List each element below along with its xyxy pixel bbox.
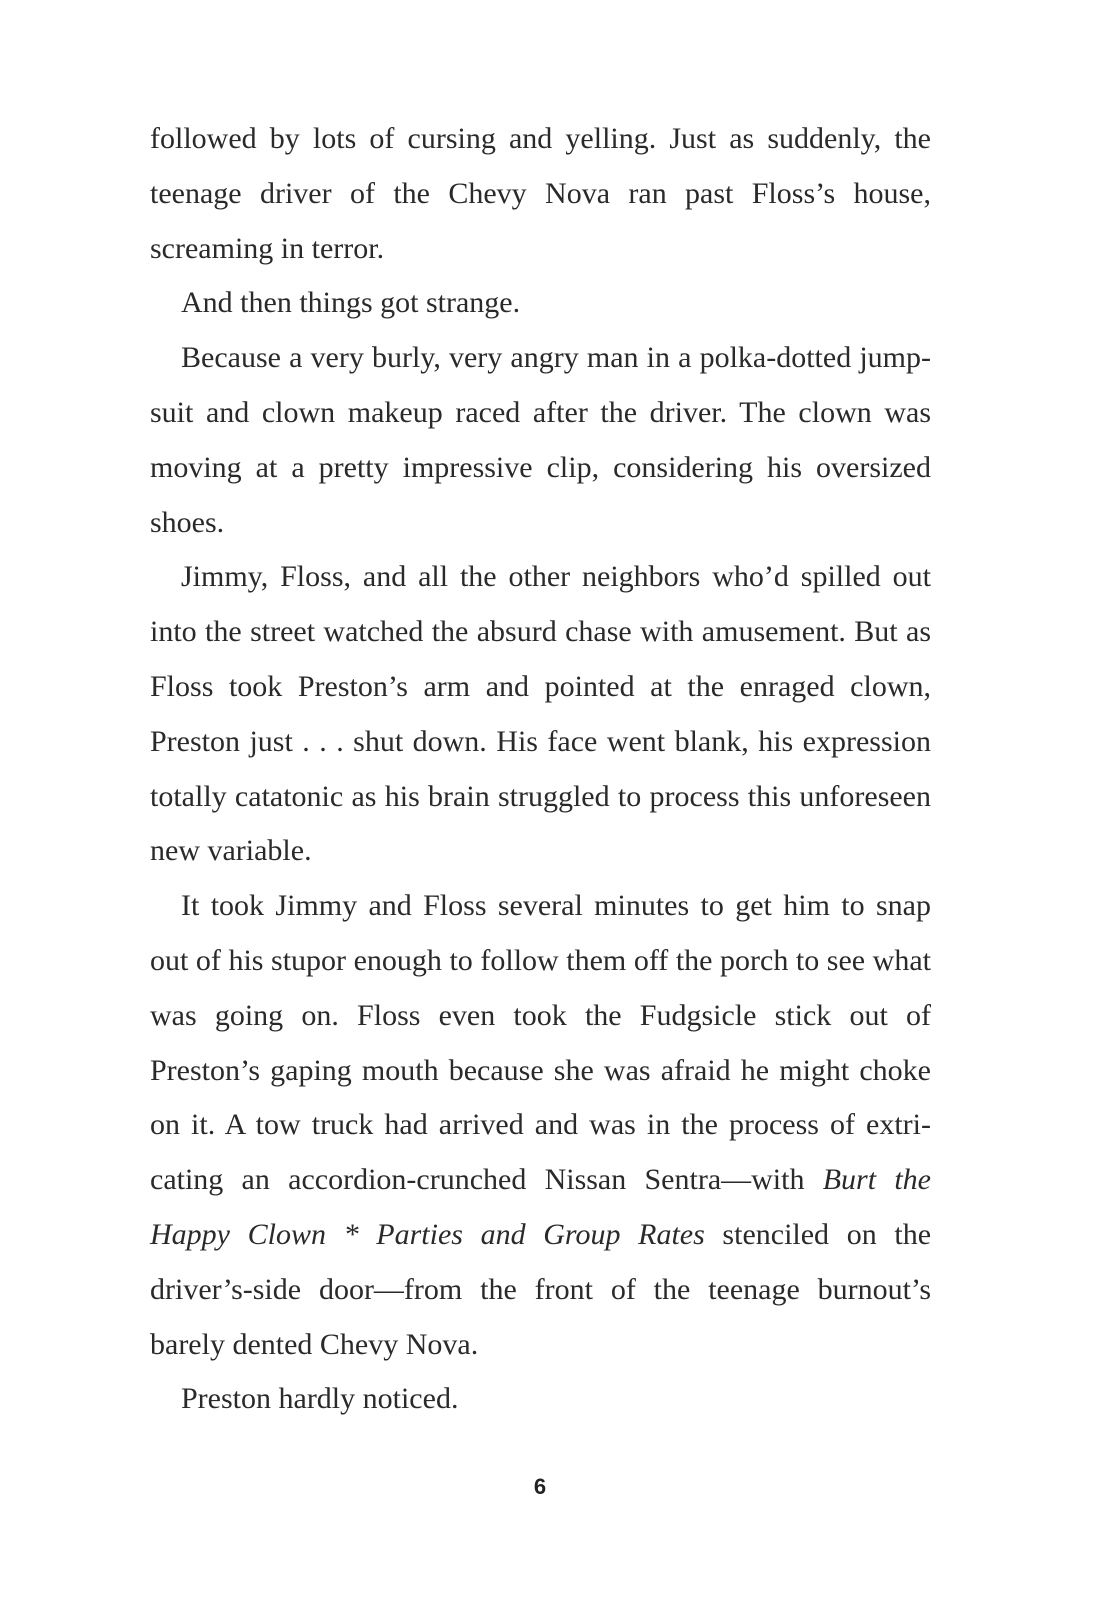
paragraph-5-after: stenciled on the driver’s-side door—from the front of the teenage burnout’s barely dented Chevy Nova. xyxy=(150,1217,932,1361)
page-body xyxy=(150,112,931,1427)
paragraph-5 xyxy=(150,879,931,1372)
clown-business-name: Burt the Happy Clown * Parties and Group Rates xyxy=(150,1163,931,1251)
paragraph-1: followed by lots of cursing and yelling. Just as suddenly, the teenage driver of the Chevy Nova ran past Floss’s house, screaming in terror. xyxy=(150,122,931,265)
paragraph-5-before: It took Jimmy and Floss several minutes to get him to snap out of his stupor enough to follow them off the porch to see what was going on. Floss even took the Fudgsicle stick out of Preston’s gaping mouth because she was afraid he might choke on it. A tow truck had arrived and was in the process of extricating an accordion-crunched Nissan Sentra—with xyxy=(150,889,931,1197)
paragraph-2: And then things got strange. xyxy=(181,286,521,320)
page-number: 6 xyxy=(533,1474,547,1499)
paragraph-3: Because a very burly, very angry man in a polka-dotted jumpsuit and clown makeup raced after the driver. The clown was moving at a pretty impressive clip, considering his oversized shoes. xyxy=(150,341,931,539)
paragraph-6: Preston hardly noticed. xyxy=(181,1382,459,1416)
paragraph-4: Jimmy, Floss, and all the other neighbors who’d spilled out into the street watched the absurd chase with amusement. But as Floss took Preston’s arm and pointed at the enraged clown, Preston just . . . shut down. His face went blank, his expression totally catatonic as his brain struggled to process this unforeseen new variable. xyxy=(150,560,931,868)
